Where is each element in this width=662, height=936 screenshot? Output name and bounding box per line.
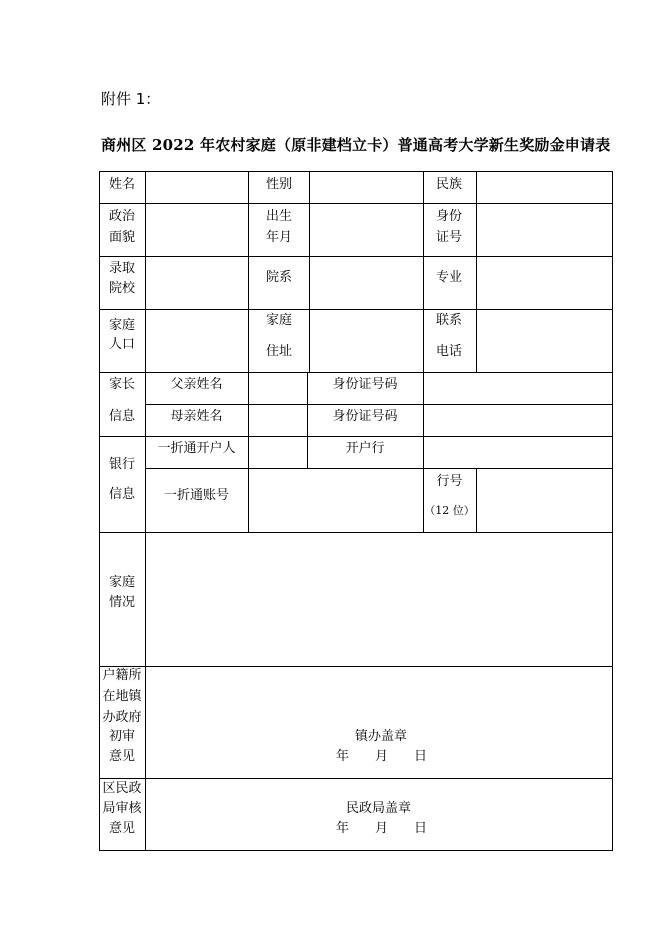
birth-label-line2: 年月 bbox=[266, 230, 293, 245]
bank-branch-label: 开户行 bbox=[345, 441, 385, 456]
political-label-line1: 政治 bbox=[108, 209, 135, 224]
district-date-line: 年 月 日 bbox=[336, 821, 428, 836]
major-label: 专业 bbox=[436, 270, 463, 285]
table-rule bbox=[145, 404, 613, 405]
table-rule bbox=[248, 468, 249, 532]
address-label-line2: 住址 bbox=[266, 344, 293, 359]
ethnicity-label: 民族 bbox=[436, 177, 463, 192]
table-rule bbox=[99, 850, 613, 851]
bank-label-line1: 银行 bbox=[108, 457, 135, 472]
account-number-label: 一折通账号 bbox=[163, 488, 229, 503]
table-rule bbox=[99, 171, 613, 172]
district-opinion-label-line1: 区民政 bbox=[102, 781, 142, 796]
table-rule bbox=[612, 171, 613, 851]
mother-id-label: 身份证号码 bbox=[332, 409, 398, 424]
parent-label-line2: 信息 bbox=[108, 409, 135, 424]
id-label-line1: 身份 bbox=[436, 209, 463, 224]
table-rule bbox=[248, 171, 249, 372]
name-label: 姓名 bbox=[108, 177, 135, 192]
town-opinion-label-line2: 在地镇 bbox=[102, 689, 142, 704]
table-rule bbox=[145, 468, 613, 469]
admit-label-line1: 录取 bbox=[108, 261, 135, 276]
id-label-line2: 证号 bbox=[436, 230, 463, 245]
bank-code-label-line1: 行号 bbox=[436, 474, 463, 489]
political-label-line2: 面貌 bbox=[108, 230, 135, 245]
table-rule bbox=[423, 372, 424, 468]
father-name-label: 父亲姓名 bbox=[170, 377, 223, 392]
bank-label-line2: 信息 bbox=[108, 487, 135, 502]
district-opinion-label-line3: 意见 bbox=[108, 821, 135, 836]
district-stamp-text: 民政局盖章 bbox=[346, 801, 412, 816]
mother-name-label: 母亲姓名 bbox=[170, 409, 223, 424]
account-holder-label: 一折通开户人 bbox=[157, 441, 236, 456]
table-rule bbox=[99, 372, 613, 373]
department-label: 院系 bbox=[266, 270, 293, 285]
father-id-label: 身份证号码 bbox=[332, 377, 398, 392]
table-rule bbox=[99, 436, 613, 437]
family-pop-label-line2: 人口 bbox=[108, 337, 135, 352]
table-rule bbox=[476, 468, 477, 532]
town-stamp-text: 镇办盖章 bbox=[355, 729, 408, 744]
table-rule bbox=[99, 666, 613, 667]
table-rule bbox=[476, 171, 477, 372]
admit-label-line2: 院校 bbox=[108, 281, 135, 296]
family-situation-label-line2: 情况 bbox=[108, 595, 135, 610]
gender-label: 性别 bbox=[266, 177, 293, 192]
contact-label-line2: 电话 bbox=[436, 344, 463, 359]
table-rule bbox=[145, 778, 146, 850]
table-rule bbox=[145, 171, 146, 778]
town-opinion-label-line5: 意见 bbox=[108, 749, 135, 764]
town-opinion-label-line4: 初审 bbox=[108, 729, 135, 744]
town-opinion-label-line3: 办政府 bbox=[102, 710, 142, 725]
town-opinion-label-line1: 户籍所 bbox=[102, 668, 142, 683]
district-opinion-label-line2: 局审核 bbox=[102, 801, 142, 816]
table-rule bbox=[99, 309, 613, 310]
table-rule bbox=[309, 171, 310, 372]
bank-code-label-line2: （12 位） bbox=[424, 504, 475, 517]
table-rule bbox=[423, 171, 424, 372]
table-rule bbox=[248, 372, 249, 468]
table-rule bbox=[99, 532, 613, 533]
form-title: 商州区 2022 年农村家庭（原非建档立卡）普通高考大学新生奖励金申请表 bbox=[101, 136, 611, 154]
table-rule bbox=[99, 778, 613, 779]
address-label-line1: 家庭 bbox=[266, 313, 293, 328]
contact-label-line1: 联系 bbox=[436, 313, 463, 328]
birth-label-line1: 出生 bbox=[266, 209, 293, 224]
family-pop-label-line1: 家庭 bbox=[108, 318, 135, 333]
attachment-label: 附件 1： bbox=[101, 90, 161, 108]
town-date-line: 年 月 日 bbox=[336, 749, 428, 764]
family-situation-label-line1: 家庭 bbox=[108, 575, 135, 590]
table-rule bbox=[99, 203, 613, 204]
table-rule bbox=[99, 256, 613, 257]
parent-label-line1: 家长 bbox=[108, 377, 135, 392]
